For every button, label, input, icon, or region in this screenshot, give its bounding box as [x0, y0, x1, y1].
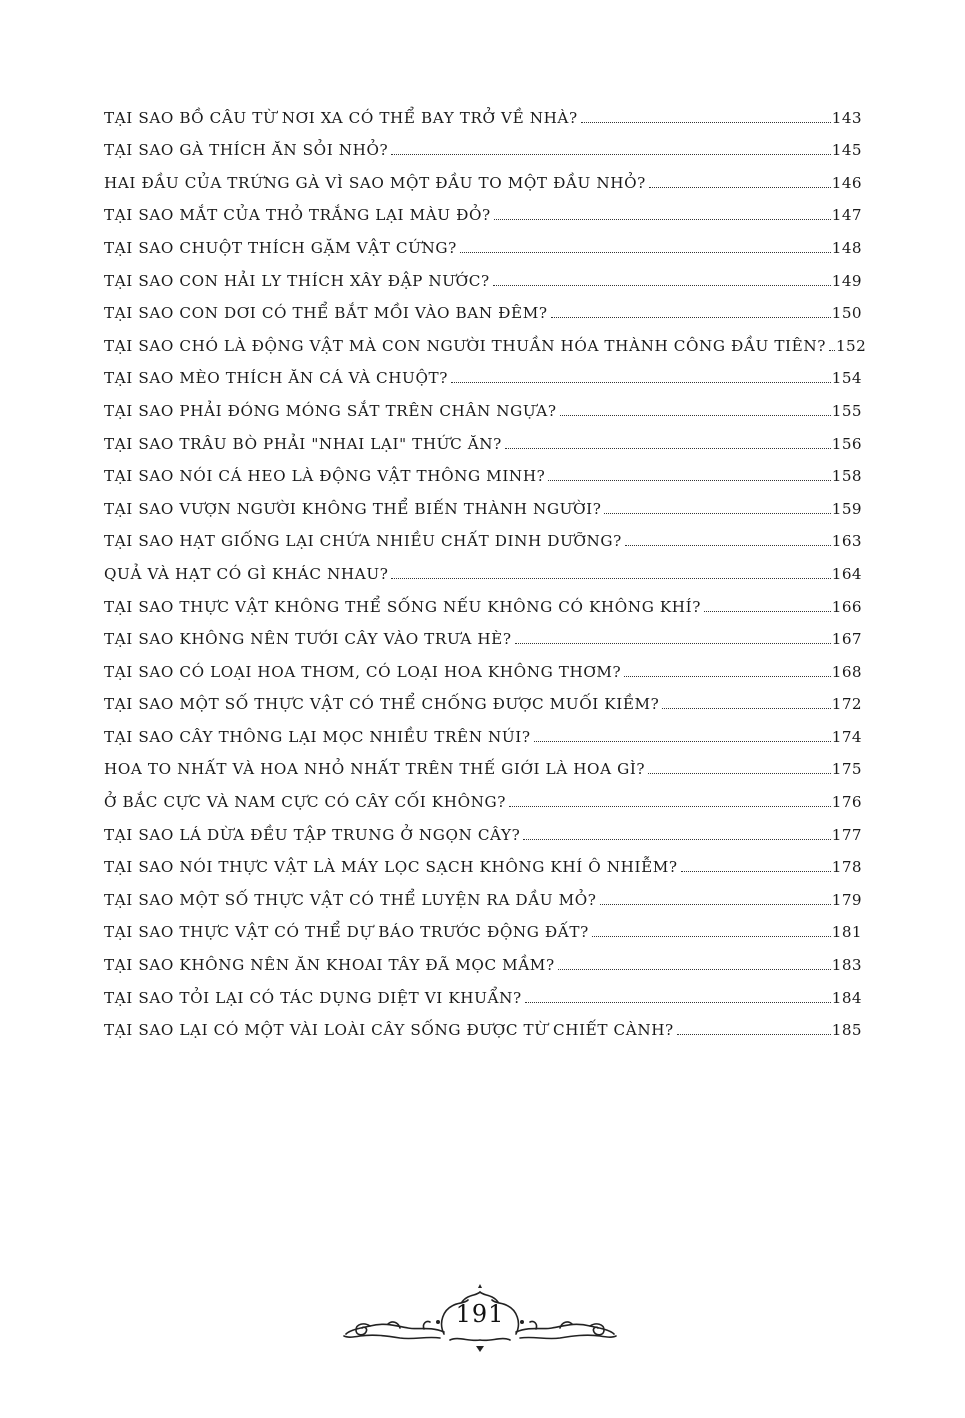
toc-entry-page: 158	[831, 467, 862, 486]
toc-entry-title: TẠI SAO THỰC VẬT CÓ THỂ DỰ BÁO TRƯỚC ĐỘNG ĐẤT?	[104, 923, 589, 942]
toc-entry-title: TẠI SAO VƯỢN NGƯỜI KHÔNG THỂ BIẾN THÀNH NGƯỜI?	[104, 499, 602, 518]
toc-entry[interactable]	[104, 713, 862, 746]
toc-entry-title: QUẢ VÀ HẠT CÓ GÌ KHÁC NHAU?	[104, 564, 389, 583]
toc-entry-page: 146	[831, 173, 862, 192]
toc-entry-page: 155	[831, 401, 862, 420]
toc-dot-leader	[677, 1034, 831, 1035]
toc-entry-page: 185	[831, 1021, 862, 1040]
toc-entry-page: 176	[831, 793, 862, 812]
toc-entry-title: TẠI SAO CÓ LOẠI HOA THƠM, CÓ LOẠI HOA KHÔNG THƠM?	[104, 662, 622, 681]
toc-entry-page: 183	[831, 956, 862, 975]
toc-entry-title: TẠI SAO LẠI CÓ MỘT VÀI LOÀI CÂY SỐNG ĐƯỢC TỪ CHIẾT CÀNH?	[104, 1021, 674, 1040]
toc-entry[interactable]	[104, 453, 862, 486]
toc-dot-leader	[581, 122, 831, 123]
toc-entry[interactable]	[104, 974, 862, 1007]
toc-dot-leader	[515, 643, 831, 644]
toc-entry-title: TẠI SAO KHÔNG NÊN ĂN KHOAI TÂY ĐÃ MỌC MẦM?	[104, 956, 555, 975]
toc-entry-title: TẠI SAO THỰC VẬT KHÔNG THỂ SỐNG NẾU KHÔNG CÓ KHÔNG KHÍ?	[104, 597, 701, 616]
toc-entry-page: 163	[831, 532, 862, 551]
toc-dot-leader	[649, 187, 831, 188]
toc-entry-title: Ở BẮC CỰC VÀ NAM CỰC CÓ CÂY CỐI KHÔNG?	[104, 793, 506, 812]
toc-entry-title: TẠI SAO MẮT CỦA THỎ TRẮNG LẠI MÀU ĐỎ?	[104, 206, 491, 225]
toc-entry-title: TẠI SAO KHÔNG NÊN TƯỚI CÂY VÀO TRƯA HÈ?	[104, 630, 512, 649]
toc-entry-page: 167	[831, 630, 862, 649]
toc-entry[interactable]	[104, 583, 862, 616]
toc-dot-leader	[662, 708, 830, 709]
toc-entry[interactable]	[104, 322, 867, 355]
toc-entry-page: 150	[831, 304, 862, 323]
toc-entry[interactable]	[104, 290, 862, 323]
toc-dot-leader	[493, 285, 831, 286]
toc-entry[interactable]	[104, 616, 862, 649]
toc-entry[interactable]	[104, 94, 862, 127]
toc-entry-title: HOA TO NHẤT VÀ HOA NHỎ NHẤT TRÊN THẾ GIỚI LÀ HOA GÌ?	[104, 760, 646, 779]
toc-dot-leader	[704, 611, 831, 612]
toc-entry-page: 145	[831, 141, 862, 160]
toc-entry[interactable]	[104, 224, 862, 257]
toc-entry-title: TẠI SAO GÀ THÍCH ĂN SỎI NHỎ?	[104, 141, 389, 160]
toc-entry[interactable]	[104, 1007, 862, 1040]
toc-dot-leader	[625, 545, 831, 546]
toc-dot-leader	[604, 513, 830, 514]
toc-entry[interactable]	[104, 811, 862, 844]
toc-entry[interactable]	[104, 648, 862, 681]
page-number: 191	[455, 1300, 505, 1328]
toc-dot-leader	[558, 969, 831, 970]
toc-dot-leader	[391, 154, 831, 155]
toc-entry[interactable]	[104, 127, 862, 160]
toc-entry-page: 147	[831, 206, 862, 225]
toc-entry-title: TẠI SAO CON HẢI LY THÍCH XÂY ĐẬP NƯỚC?	[104, 271, 490, 290]
toc-entry-page: 159	[831, 499, 862, 518]
toc-dot-leader	[505, 448, 831, 449]
toc-dot-leader	[600, 904, 831, 905]
table-of-contents	[104, 94, 867, 1040]
toc-dot-leader	[494, 219, 831, 220]
toc-dot-leader	[592, 936, 831, 937]
toc-dot-leader	[829, 350, 835, 351]
toc-dot-leader	[391, 578, 830, 579]
toc-dot-leader	[681, 871, 831, 872]
toc-entry[interactable]	[104, 909, 862, 942]
toc-entry-title: TẠI SAO TỎI LẠI CÓ TÁC DỤNG DIỆT VI KHUẨN?	[104, 988, 522, 1007]
toc-entry[interactable]	[104, 746, 862, 779]
toc-dot-leader	[451, 382, 831, 383]
toc-entry-title: TẠI SAO CHUỘT THÍCH GẶM VẬT CỨNG?	[104, 238, 457, 257]
toc-dot-leader	[534, 741, 831, 742]
toc-dot-leader	[525, 1002, 831, 1003]
toc-dot-leader	[648, 773, 831, 774]
toc-entry[interactable]	[104, 485, 862, 518]
toc-entry[interactable]	[104, 518, 862, 551]
toc-entry[interactable]	[104, 681, 862, 714]
toc-entry[interactable]	[104, 844, 862, 877]
toc-entry[interactable]	[104, 355, 862, 388]
toc-entry-page: 164	[831, 564, 862, 583]
toc-entry-page: 154	[831, 369, 862, 388]
toc-entry-title: HAI ĐẦU CỦA TRỨNG GÀ VÌ SAO MỘT ĐẦU TO MỘT ĐẦU NHỎ?	[104, 173, 646, 192]
toc-entry-title: TẠI SAO TRÂU BÒ PHẢI "NHAI LẠI" THỨC ĂN?	[104, 434, 502, 453]
toc-entry-title: TẠI SAO MỘT SỐ THỰC VẬT CÓ THỂ CHỐNG ĐƯỢC MUỐI KIỀM?	[104, 695, 660, 714]
toc-entry-page: 181	[831, 923, 862, 942]
toc-entry-page: 148	[831, 238, 862, 257]
toc-dot-leader	[460, 252, 831, 253]
toc-entry-page: 179	[831, 890, 862, 909]
toc-entry-page: 174	[831, 727, 862, 746]
toc-entry[interactable]	[104, 257, 862, 290]
toc-entry-title: TẠI SAO MÈO THÍCH ĂN CÁ VÀ CHUỘT?	[104, 369, 448, 388]
page-folio	[340, 1282, 620, 1362]
toc-entry-title: TẠI SAO CON DƠI CÓ THỂ BẮT MỒI VÀO BAN ĐÊM?	[104, 304, 548, 323]
toc-entry-page: 177	[831, 825, 862, 844]
toc-entry[interactable]	[104, 941, 862, 974]
toc-entry[interactable]	[104, 420, 862, 453]
toc-entry[interactable]	[104, 876, 862, 909]
toc-entry-page: 172	[831, 695, 862, 714]
toc-entry-page: 166	[831, 597, 862, 616]
toc-entry-title: TẠI SAO HẠT GIỐNG LẠI CHỨA NHIỀU CHẤT DINH DƯỠNG?	[104, 532, 622, 551]
toc-entry-page: 184	[831, 988, 862, 1007]
toc-entry[interactable]	[104, 387, 862, 420]
toc-entry-title: TẠI SAO PHẢI ĐÓNG MÓNG SẮT TRÊN CHÂN NGỰA?	[104, 401, 557, 420]
toc-entry-page: 178	[831, 858, 862, 877]
toc-entry-title: TẠI SAO CHÓ LÀ ĐỘNG VẬT MÀ CON NGƯỜI THUẦN HÓA THÀNH CÔNG ĐẦU TIÊN?	[104, 336, 826, 355]
toc-entry[interactable]	[104, 159, 862, 192]
toc-entry-page: 143	[831, 108, 862, 127]
toc-entry-page: 149	[831, 271, 862, 290]
toc-entry-title: TẠI SAO CÂY THÔNG LẠI MỌC NHIỀU TRÊN NÚI?	[104, 727, 531, 746]
toc-dot-leader	[509, 806, 831, 807]
toc-entry-page: 168	[831, 662, 862, 681]
toc-entry-page: 156	[831, 434, 862, 453]
toc-entry[interactable]	[104, 778, 862, 811]
toc-entry-title: TẠI SAO NÓI THỰC VẬT LÀ MÁY LỌC SẠCH KHÔNG KHÍ Ô NHIỄM?	[104, 858, 678, 877]
toc-entry-title: TẠI SAO LÁ DỪA ĐỀU TẬP TRUNG Ở NGỌN CÂY?	[104, 825, 521, 844]
toc-entry-page: 152	[835, 336, 867, 355]
toc-entry[interactable]	[104, 192, 862, 225]
toc-entry-title: TẠI SAO MỘT SỐ THỰC VẬT CÓ THỂ LUYỆN RA DẦU MỎ?	[104, 890, 597, 909]
toc-entry[interactable]	[104, 550, 862, 583]
toc-dot-leader	[548, 480, 830, 481]
toc-dot-leader	[560, 415, 831, 416]
toc-dot-leader	[551, 317, 831, 318]
toc-dot-leader	[523, 839, 830, 840]
toc-entry-page: 175	[831, 760, 862, 779]
toc-entry-title: TẠI SAO BỒ CÂU TỪ NƠI XA CÓ THỂ BAY TRỞ VỀ NHÀ?	[104, 108, 578, 127]
toc-entry-title: TẠI SAO NÓI CÁ HEO LÀ ĐỘNG VẬT THÔNG MINH?	[104, 467, 546, 486]
toc-dot-leader	[624, 676, 831, 677]
